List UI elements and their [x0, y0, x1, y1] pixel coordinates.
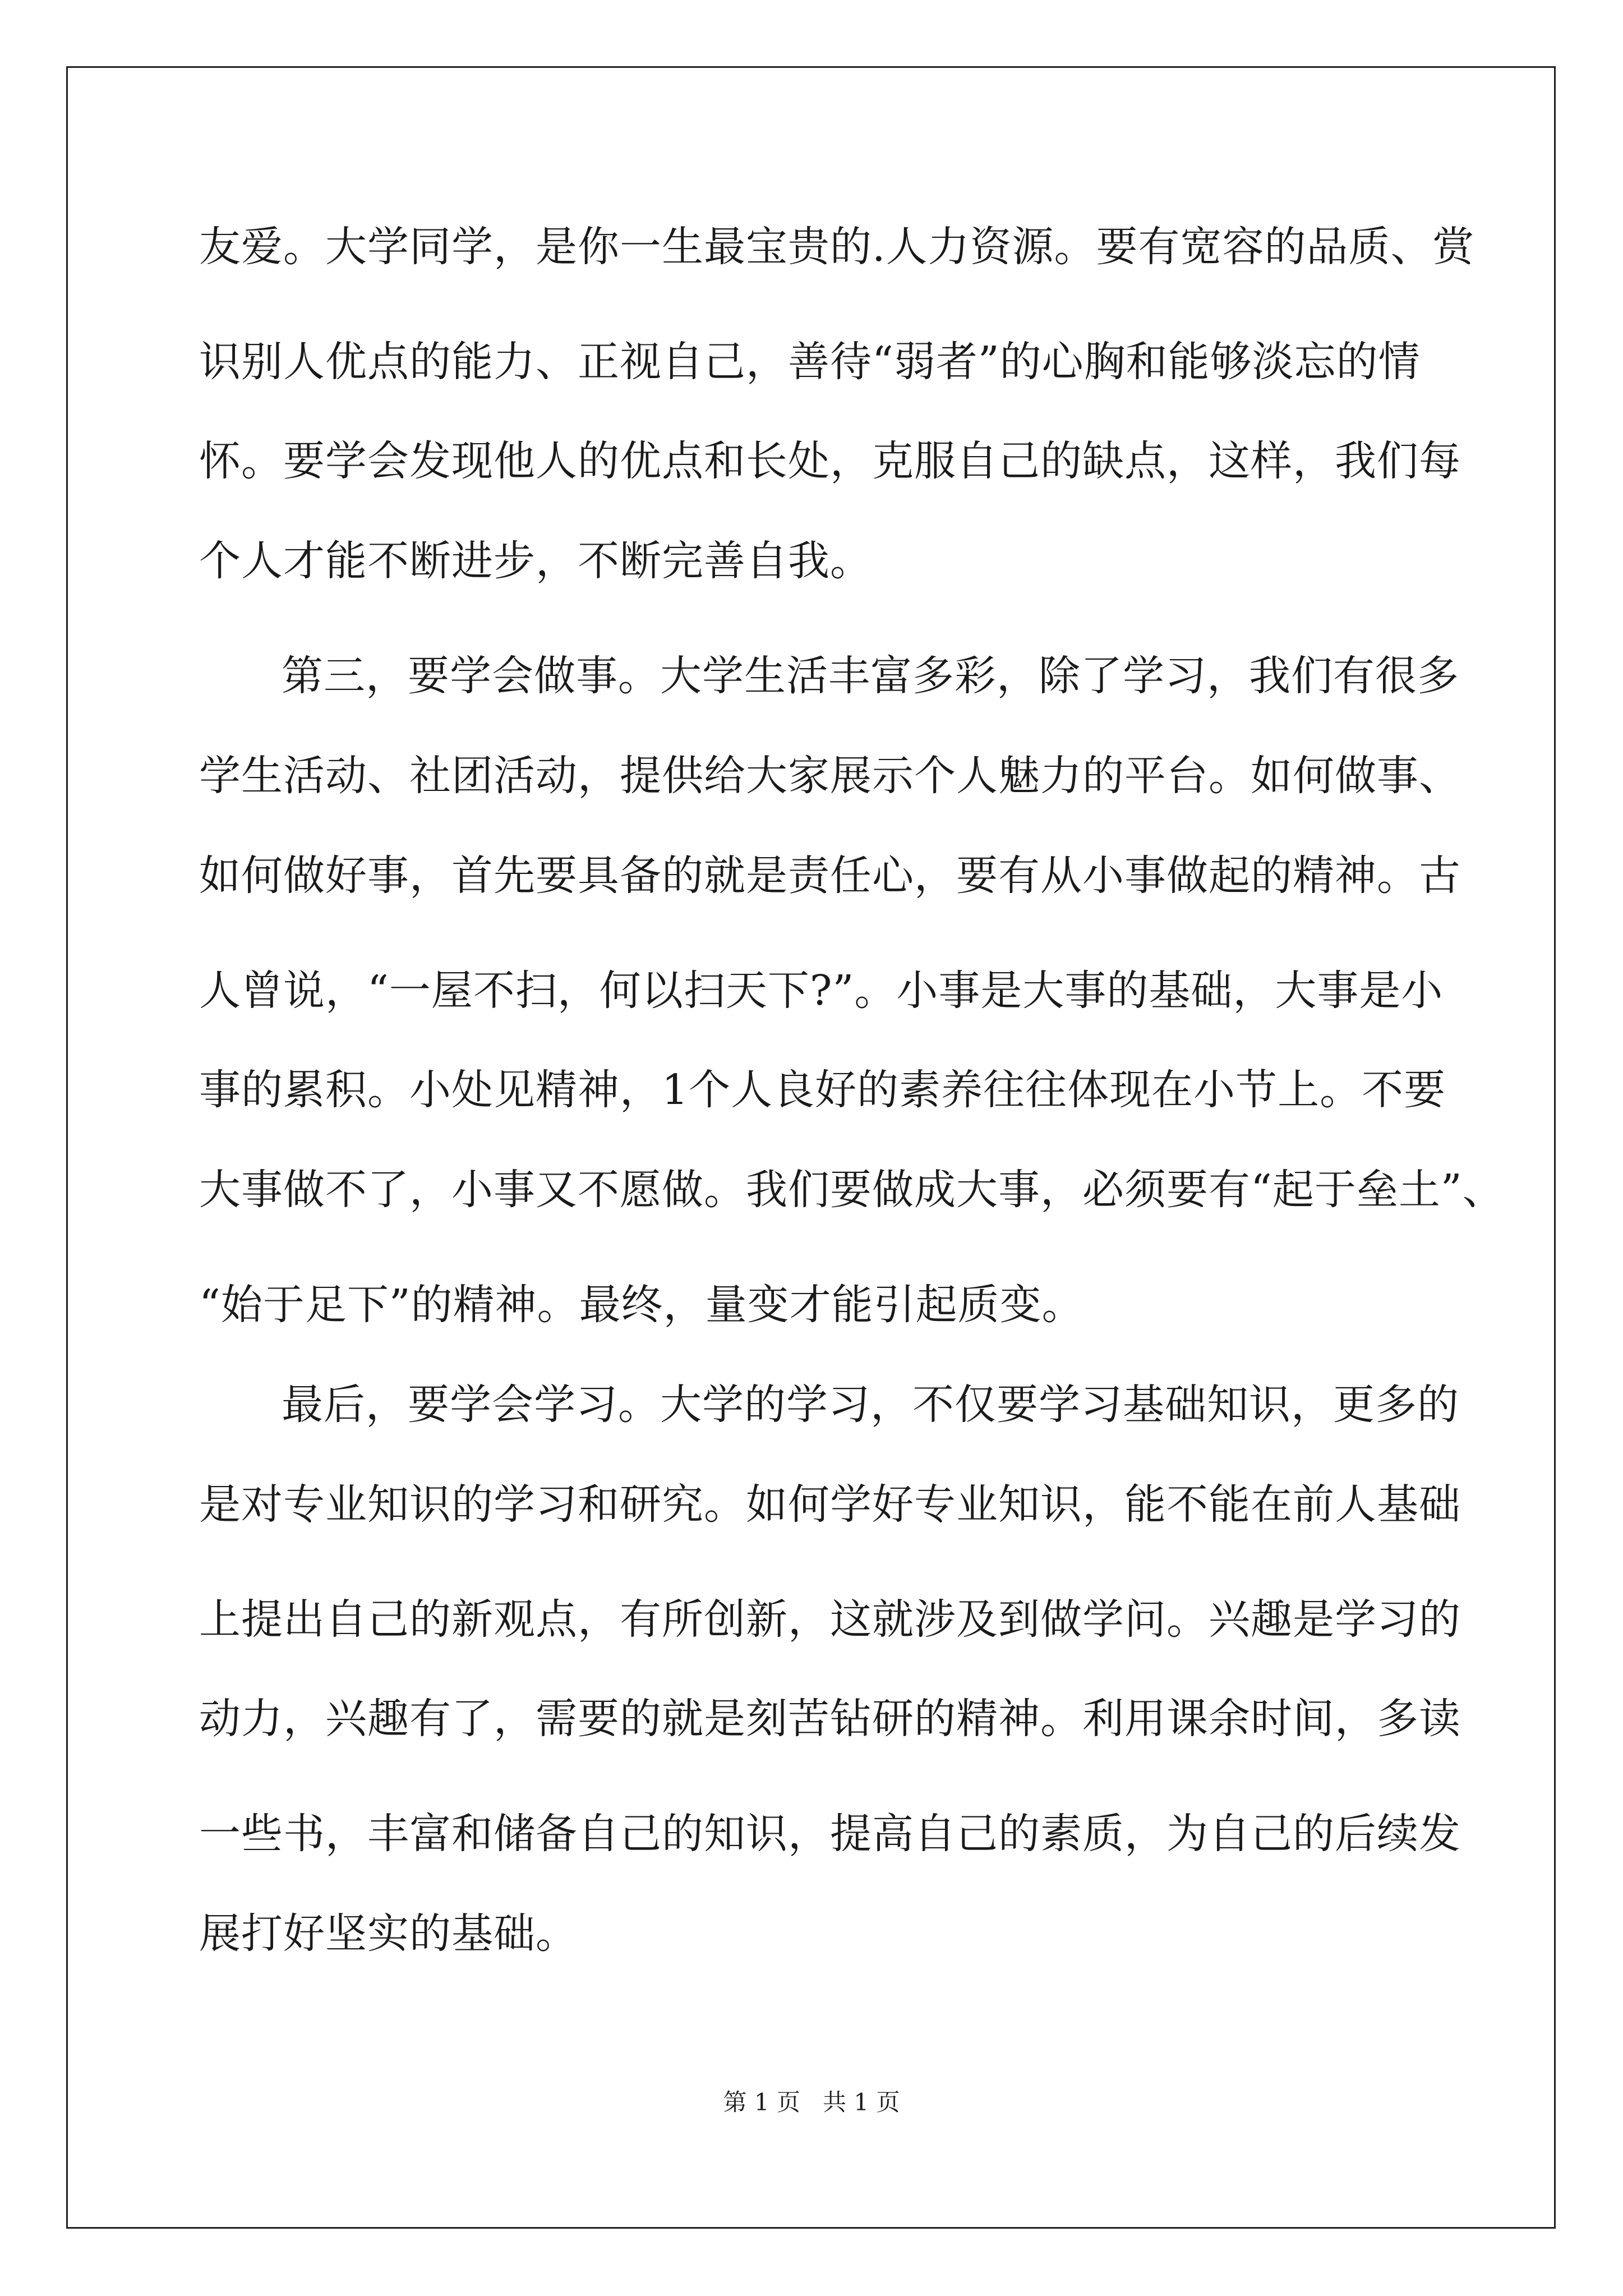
body-line-15: 动力，兴趣有了，需要的就是刻苦钻研的精神。利用课余时间，多读 [199, 1695, 1461, 1743]
body-line-10: 大事做不了，小事又不愿做。我们要做成大事，必须要有“起于垒土”、 [199, 1166, 1505, 1214]
body-line-9: 事的累积。小处见精神，1个人良好的素养往往体现在小节上。不要 [199, 1066, 1446, 1114]
body-line-17: 展打好坚实的基础。 [199, 1910, 578, 1958]
body-line-16: 一些书，丰富和储备自己的知识，提高自己的素质，为自己的后续发 [199, 1810, 1461, 1858]
body-line-8: 人曾说，“一屋不扫，何以扫天下?”。小事是大事的基础，大事是小 [199, 967, 1444, 1015]
body-line-7: 如何做好事，首先要具备的就是责任心，要有从小事做起的精神。古 [199, 852, 1461, 900]
body-line-5: 第三，要学会做事。大学生活丰富多彩，除了学习，我们有很多 [282, 652, 1459, 700]
body-line-4: 个人才能不断进步，不断完善自我。 [199, 537, 872, 585]
body-line-3: 怀。要学会发现他人的优点和长处，克服自己的缺点，这样，我们每 [199, 437, 1461, 485]
body-line-2: 识别人优点的能力、正视自己，善待“弱者”的心胸和能够淡忘的情 [199, 338, 1421, 386]
page-number-footer: 第 1 页 共 1 页 [723, 2088, 900, 2116]
body-line-13: 是对专业知识的学习和研究。如何学好专业知识，能不能在前人基础 [199, 1480, 1461, 1529]
body-line-11: “始于足下”的精神。最终，量变才能引起质变。 [199, 1281, 1084, 1329]
page-border [66, 66, 1556, 2229]
body-line-12: 最后，要学会学习。大学的学习，不仅要学习基础知识，更多的 [282, 1381, 1459, 1429]
body-line-6: 学生活动、社团活动，提供给大家展示个人魅力的平台。如何做事、 [199, 752, 1461, 800]
body-line-1: 友爱。大学同学，是你一生最宝贵的.人力资源。要有宽容的品质、赏 [199, 223, 1475, 271]
body-line-14: 上提出自己的新观点，有所创新，这就涉及到做学问。兴趣是学习的 [199, 1595, 1461, 1644]
